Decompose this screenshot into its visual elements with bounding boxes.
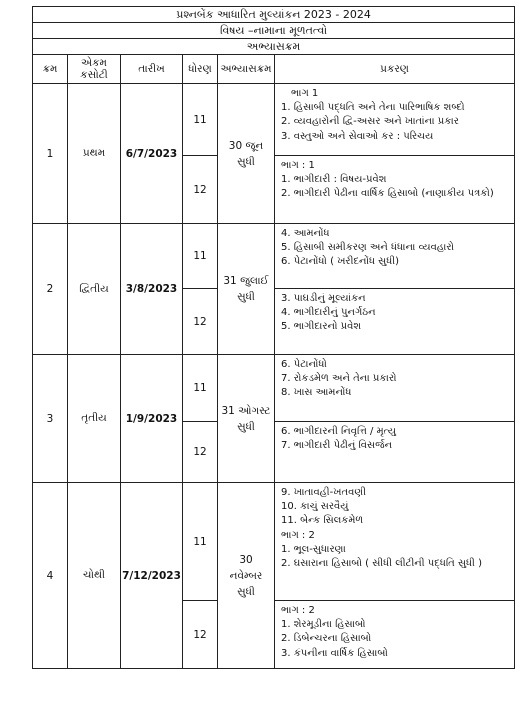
syllabus-cell [218,224,275,355]
test-name: ચોથી [68,483,121,669]
test-name: દ્વિતીય [68,224,121,355]
chapter-item: 4. ભાગીદારીનું પુનર્ગઠન [281,307,376,319]
syllabus-line: સુધી [237,291,255,303]
test-name: પ્રથમ [68,84,121,224]
syllabus-cell [218,84,275,224]
chapter-item: 1. હિસાબી પદ્ધતિ અને તેના પારિભાષિક શબ્દો [281,102,465,114]
chapter-cell [275,156,515,224]
chapter-item: 1. શેરમૂડીના હિસાબો [281,619,366,631]
test-date: 6/7/2023 [121,84,183,224]
syllabus-line: સુધી [237,155,255,168]
chapter-item: 2. ઘસારાના હિસાબો ( સીધી લીટીની પદ્ધતિ સુધી ) [281,558,482,570]
chapter-item: 6. પેટાનોંધો [281,359,327,370]
table-row [33,224,515,289]
syllabus-line: 31 જુલાઈ [223,275,269,287]
section-title: અભ્યાસક્રમ [33,39,515,55]
test-date: 3/8/2023 [121,224,183,355]
grade-cell: 11 [183,84,218,156]
test-number: 3 [33,355,68,483]
chapter-item: 11. બેન્ક સિલકમેળ [281,515,364,527]
chapter-item: 8. ખાસ આમનોંધ [281,387,352,399]
chapter-cell [275,422,515,483]
grade-cell: 12 [183,156,218,224]
chapter-cell [275,483,515,601]
col-header-date: તારીખ [121,55,183,84]
table-row [33,483,515,601]
col-header-grade: ધોરણ [183,55,218,84]
test-date: 1/9/2023 [121,355,183,483]
chapter-item: 2. ભાગીદારી પેઢીના વાર્ષિક હિસાબો (નાણાકીય પત્રકો) [281,188,494,200]
chapter-item: 1. ભાગીદારી : વિષય-પ્રવેશ [281,174,387,186]
syllabus-line: સુધી [237,420,255,433]
chapter-item: 6. ભાગીદારની નિવૃત્તિ / મૃત્યુ [281,426,397,437]
chapter-cell [275,84,515,156]
table-row [33,355,515,422]
chapter-item: ભાગ : 2 [281,529,315,541]
test-date: 7/12/2023 [121,483,183,669]
grade-cell: 11 [183,483,218,601]
chapter-item: ભાગ : 2 [281,605,315,616]
chapter-item: 4. આમનોંધ [281,228,330,239]
chapter-item: 7. રોકડમેળ અને તેના પ્રકારો [281,373,397,385]
syllabus-cell [218,483,275,669]
chapter-cell [275,601,515,669]
sheet-title: પ્રશ્નબેંક આધારિત મુલ્યાંકન 2023 - 2024 [33,7,515,23]
syllabus-line: 31 ઓગસ્ટ [221,404,271,417]
chapter-item: 1. ભૂલ-સુધારણા [281,543,346,555]
chapter-cell [275,289,515,355]
table-row [33,84,515,156]
chapter-item: 10. કાચું સરવૈયું [281,501,349,513]
chapter-item: 3. પાઘડીનું મૂલ્યાંકન [281,293,366,304]
chapter-item: ભાગ 1 [291,88,319,99]
col-header-unit-test: એકમ કસોટી [68,55,121,84]
chapter-item: 5. ભાગીદારનો પ્રવેશ [281,321,362,333]
chapter-item: 6. પેટાનોંધો ( ખરીદનોંધ સુધી) [281,256,400,268]
chapter-item: ભાગ : 1 [281,160,315,171]
syllabus-line: 30 [239,553,253,566]
syllabus-line: 30 જૂન [228,139,264,152]
syllabus-sheet [32,6,514,720]
chapter-cell [275,355,515,422]
col-header-chapter: પ્રકરણ [275,55,515,84]
syllabus-table [32,6,515,669]
chapter-item: 2. ડિબેન્ચરના હિસાબો [281,633,372,645]
chapter-item: 2. વ્યવહારોની દ્વિ-અસર અને ખાતાંના પ્રકાર [281,116,459,128]
test-number: 4 [33,483,68,669]
syllabus-line: નવેમ્બર [229,569,263,582]
grade-cell: 12 [183,289,218,355]
grade-cell: 11 [183,355,218,422]
chapter-item: 9. ખાતાવહી-ખતવણી [281,487,366,498]
grade-cell: 11 [183,224,218,289]
grade-cell: 12 [183,601,218,669]
test-number: 2 [33,224,68,355]
col-header-serial: ક્રમ [33,55,68,84]
syllabus-cell [218,355,275,483]
syllabus-line: સુધી [237,585,255,598]
subject-title: વિષય –નામાના મૂળતત્વો [33,23,515,39]
test-number: 1 [33,84,68,224]
chapter-item: 7. ભાગીદારી પેઢીનું વિસર્જન [281,440,393,452]
chapter-cell [275,224,515,289]
grade-cell: 12 [183,422,218,483]
test-name: તૃતીય [68,355,121,483]
chapter-item: 5. હિસાબી સમીકરણ અને ધંધાના વ્યવહારો [281,242,455,254]
chapter-item: 3. વસ્તુઓ અને સેવાઓ કર : પરિચય [281,130,434,142]
chapter-item: 3. કંપનીના વાર્ષિક હિસાબો [281,647,388,659]
col-header-syllabus: અભ્યાસક્રમ [218,55,275,84]
